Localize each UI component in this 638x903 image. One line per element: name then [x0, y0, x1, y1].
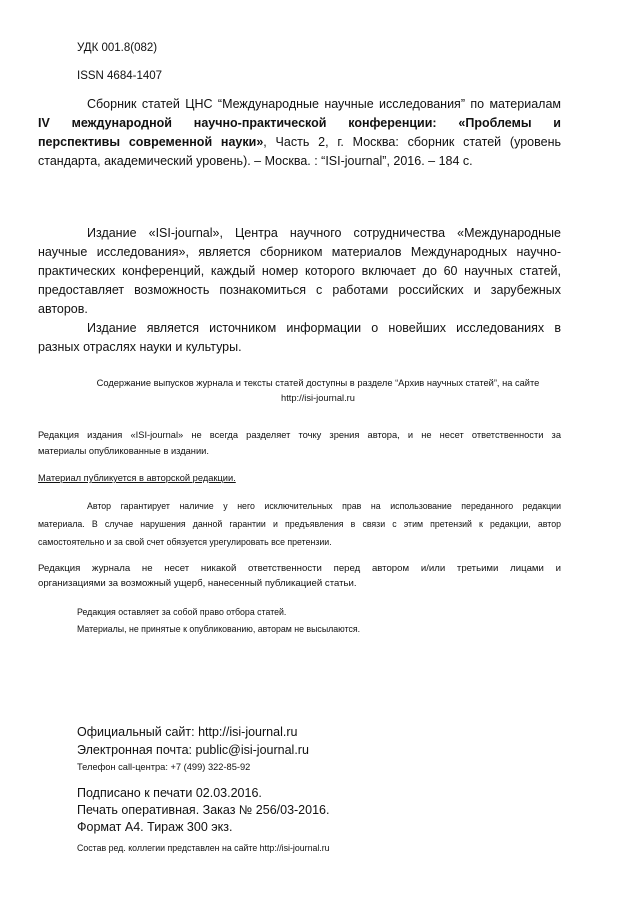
rights-line-2: материала. В случае нарушения данной гарантии и предъявления в связи с этим претензий к редакции, автор: [38, 519, 561, 529]
archive-note-line-1: Содержание выпусков журнала и тексты статей доступны в разделе “Архив научных статей”, на сайте: [96, 378, 540, 388]
editorial-board-note: Состав ред. коллегии представлен на сайте http://isi-journal.ru: [77, 843, 330, 853]
rights-line-3: самостоятельно и за свой счет обязуется урегулировать все претензии.: [38, 537, 332, 547]
disclaimer-line-1: Редакция издания «ISI-journal» не всегда разделяет точку зрения автора, и не несет ответственности за: [38, 430, 561, 440]
disclaimer-line-2: материалы опубликованные в издании.: [38, 446, 209, 456]
edition-p1-line-5: авторов.: [38, 302, 88, 316]
phone-number: Телефон call-центра: +7 (499) 322-85-92: [77, 762, 251, 772]
edition-p1-line-4: предоставляет возможность познакомиться с работами российских и зарубежных: [38, 283, 561, 297]
archive-link: http://isi-journal.ru: [281, 393, 355, 403]
print-signed-date: Подписано к печати 02.03.2016.: [77, 786, 262, 800]
udc-code: УДК 001.8(082): [77, 42, 158, 54]
official-site: Официальный сайт: http://isi-journal.ru: [77, 725, 298, 739]
selection-line-1: Редакция оставляет за собой право отбора статей.: [77, 607, 287, 617]
collection-line-2: [38, 116, 561, 130]
issn-code: ISSN 4684-1407: [77, 70, 163, 82]
print-format: Формат А4. Тираж 300 экз.: [77, 820, 233, 834]
responsibility-line-2: организациями за возможный ущерб, нанесенный публикацией статьи.: [38, 578, 357, 589]
edition-p1-line-3: практических конференций, каждый номер которого включает до 60 научных статей,: [38, 264, 561, 278]
conference-title-part-2: перспективы современной науки»: [38, 135, 264, 149]
conference-title-part-1: IV международной научно-практической конференции: «Проблемы и: [38, 116, 561, 130]
collection-line-4: стандарта, академический уровень). – Москва. : “ISI-journal”, 2016. – 184 с.: [38, 154, 473, 168]
responsibility-line-1: Редакция журнала не несет никакой ответственности перед автором и/или третьими лицами и: [38, 563, 561, 574]
edition-p2-line-2: разных отраслях науки и культуры.: [38, 340, 242, 354]
print-order: Печать оперативная. Заказ № 256/03-2016.: [77, 803, 330, 817]
rights-line-1: Автор гарантирует наличие у него исключительных прав на использование переданного редакции: [87, 501, 561, 511]
edition-p1-line-2: научные исследования», является сборником материалов Международных научно-: [38, 245, 561, 259]
email-address: Электронная почта: public@isi-journal.ru: [77, 743, 309, 757]
collection-part-info: , Часть 2, г. Москва: сборник статей (уровень: [263, 135, 561, 149]
edition-p2-line-1: Издание является источником информации о новейших исследованиях в: [87, 321, 561, 335]
authors-edition-note: Материал публикуется в авторской редакции.: [38, 473, 236, 483]
collection-line-1: Сборник статей ЦНС “Международные научные исследования” по материалам: [87, 97, 561, 111]
edition-p1-line-1: Издание «ISI-journal», Центра научного сотрудничества «Международные: [87, 226, 561, 240]
collection-line-3: [38, 135, 561, 149]
selection-line-2: Материалы, не принятые к опубликованию, авторам не высылаются.: [77, 624, 361, 634]
